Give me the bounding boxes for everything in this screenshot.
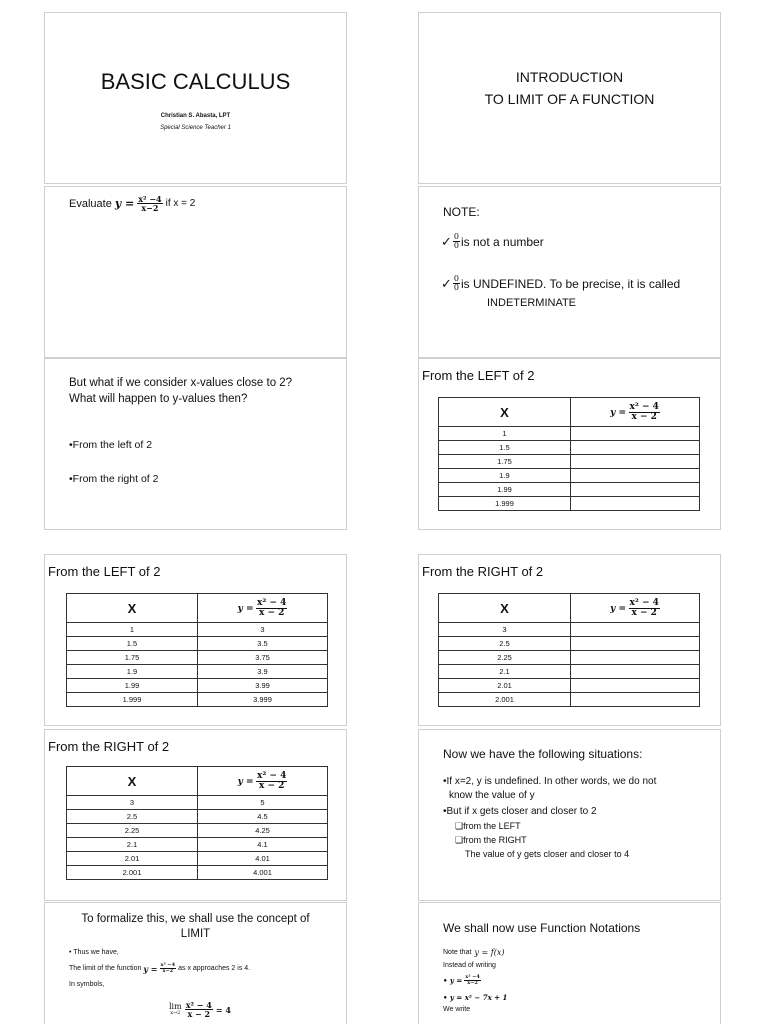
y-cell xyxy=(571,469,700,483)
y-cell xyxy=(571,623,700,637)
table-row xyxy=(67,824,328,838)
slide-limit xyxy=(44,902,347,1024)
table-row xyxy=(439,455,700,469)
numerator: x² − 4 xyxy=(257,770,287,781)
main-title: BASIC CALCULUS xyxy=(100,69,291,94)
x-cell: 1.999 xyxy=(439,497,571,511)
slide-right-empty xyxy=(418,554,721,726)
y-cell xyxy=(571,483,700,497)
numerator: x² − 4 xyxy=(257,597,287,608)
x-cell: 1 xyxy=(439,427,571,441)
slide-situations xyxy=(418,729,721,901)
evaluate-prefix: Evaluate xyxy=(69,197,112,210)
intro-line-1: INTRODUCTION xyxy=(515,69,624,85)
y-cell: 3.9 xyxy=(198,665,328,679)
situation-1b: know the value of y xyxy=(449,790,535,801)
table-row xyxy=(439,693,700,707)
note-item-2b: INDETERMINATE xyxy=(487,297,577,309)
x-cell: 2.001 xyxy=(439,693,571,707)
thus-line: • Thus we have, xyxy=(69,949,119,956)
function-fraction xyxy=(629,403,660,422)
table-header xyxy=(67,594,328,623)
x-cell: 1.75 xyxy=(67,651,198,665)
denominator: x − 2 xyxy=(631,607,657,618)
instead-line: Instead of writing xyxy=(443,962,496,969)
lim-subscript: x→2 xyxy=(170,1010,181,1016)
x-cell: 2.25 xyxy=(439,651,571,665)
question-line-1: But what if we consider x-values close to 2? xyxy=(69,377,293,389)
y-cell: 3.999 xyxy=(198,693,328,707)
x-cell: 1.5 xyxy=(67,637,198,651)
we-write-line: We write xyxy=(443,1006,471,1013)
y-equals: y = xyxy=(610,407,626,418)
lim-operator xyxy=(169,1003,182,1016)
table-row xyxy=(439,651,700,665)
y-cell: 3.75 xyxy=(198,651,328,665)
table-row xyxy=(67,651,328,665)
slide-title xyxy=(44,12,347,184)
x-cell: 2.1 xyxy=(439,665,571,679)
y-cell: 3 xyxy=(198,623,328,637)
bullet-y-equals: • y = xyxy=(443,976,463,985)
table-row xyxy=(67,665,328,679)
value-table xyxy=(66,593,328,707)
table-row xyxy=(67,810,328,824)
slide-evaluate xyxy=(44,186,347,358)
slide-left-empty xyxy=(418,358,721,530)
y-cell xyxy=(571,637,700,651)
value-table xyxy=(438,397,700,511)
table-row xyxy=(439,665,700,679)
y-equals: y = xyxy=(237,776,254,787)
numerator: x² −4 xyxy=(160,962,176,968)
x-cell: 3 xyxy=(439,623,571,637)
y-equals: y = xyxy=(610,603,626,614)
checkmark-icon: ✓ xyxy=(441,233,452,249)
evaluate-suffix: if x = 2 xyxy=(165,198,196,209)
x-cell: 2.5 xyxy=(67,810,198,824)
notation-heading: We shall now use Function Notations xyxy=(443,921,641,935)
situation-1a: •If x=2, y is undefined. In other words, we do not xyxy=(443,776,657,787)
table-row xyxy=(67,679,328,693)
x-header: X xyxy=(439,594,571,623)
intro-line-2: TO LIMIT OF A FUNCTION xyxy=(484,91,655,107)
slide-function-notation xyxy=(418,902,721,1024)
y-equals: y = xyxy=(237,603,254,614)
y-cell xyxy=(571,679,700,693)
x-cell: 1.9 xyxy=(439,469,571,483)
checkmark-icon: ✓ xyxy=(441,275,452,291)
denominator: x−2 xyxy=(467,980,478,986)
y-header xyxy=(571,398,700,427)
slide-title-text: From the RIGHT of 2 xyxy=(48,739,170,754)
table-row xyxy=(439,427,700,441)
evaluate-y: y = xyxy=(114,197,135,210)
slide-question xyxy=(44,358,347,530)
limit-value: = 4 xyxy=(215,1004,231,1015)
x-cell: 1.9 xyxy=(67,665,198,679)
y-cell xyxy=(571,427,700,441)
x-cell: 1.99 xyxy=(67,679,198,693)
denominator: x − 2 xyxy=(258,607,285,618)
table-row xyxy=(67,637,328,651)
numerator: x² − 4 xyxy=(185,1000,212,1010)
function-fraction xyxy=(256,772,287,791)
table-row xyxy=(439,623,700,637)
bullet-function-2: • y = x² − 7x + 1 xyxy=(443,993,508,1002)
y-header xyxy=(198,594,328,623)
zero-over-zero xyxy=(453,233,460,250)
evaluate-fraction xyxy=(137,195,162,212)
fraction-denominator: x−2 xyxy=(141,203,159,213)
x-cell: 2.25 xyxy=(67,824,198,838)
table-row xyxy=(67,852,328,866)
y-equals: y = xyxy=(143,963,158,974)
evaluate-text xyxy=(69,195,195,212)
x-cell: 2.01 xyxy=(439,679,571,693)
author-role: Special Science Teacher 1 xyxy=(160,125,231,131)
table-row xyxy=(439,679,700,693)
slide-title-text: From the RIGHT of 2 xyxy=(422,564,544,579)
table-row xyxy=(67,796,328,810)
x-header: X xyxy=(67,767,198,796)
note-heading: NOTE: xyxy=(443,205,480,219)
y-cell: 4.01 xyxy=(198,852,328,866)
function-fraction xyxy=(464,975,481,986)
y-header xyxy=(198,767,328,796)
limit-statement-start: The limit of the function xyxy=(69,965,142,972)
question-line-2: What will happen to y-values then? xyxy=(69,393,248,405)
function-fraction xyxy=(629,599,660,618)
note-item-2-text: is UNDEFINED. To be precise, it is called xyxy=(461,276,681,291)
table-row xyxy=(439,469,700,483)
y-cell xyxy=(571,455,700,469)
numerator: 0 xyxy=(453,274,459,283)
y-cell xyxy=(571,651,700,665)
table-row xyxy=(439,483,700,497)
y-cell xyxy=(571,497,700,511)
limit-heading-2: LIMIT xyxy=(180,928,211,940)
limit-fraction xyxy=(185,1001,213,1018)
x-cell: 1.5 xyxy=(439,441,571,455)
x-cell: 1.999 xyxy=(67,693,198,707)
limit-statement-end: as x approaches 2 is 4. xyxy=(178,965,251,972)
slide-note xyxy=(418,186,721,358)
bullet-right: •From the right of 2 xyxy=(69,473,159,485)
x-cell: 1.99 xyxy=(439,483,571,497)
table-header xyxy=(67,767,328,796)
x-cell: 2.1 xyxy=(67,838,198,852)
slide-right-filled xyxy=(44,729,347,901)
table-header xyxy=(439,594,700,623)
denominator: 0 xyxy=(453,241,459,250)
note-item-1-text: is not a number xyxy=(461,234,544,249)
value-table xyxy=(438,593,700,707)
value-table xyxy=(66,766,328,880)
limit-statement xyxy=(69,963,250,974)
y-cell: 4.5 xyxy=(198,810,328,824)
numerator: 0 xyxy=(453,232,459,241)
slide-left-filled xyxy=(44,554,347,726)
slide-title-text: From the LEFT of 2 xyxy=(422,368,535,383)
denominator: 0 xyxy=(453,283,459,292)
note-that-line xyxy=(443,948,504,957)
x-cell: 1 xyxy=(67,623,198,637)
lim-text: lim xyxy=(169,1002,182,1011)
function-notation: y = f(x) xyxy=(474,948,505,957)
limit-heading-1: To formalize this, we shall use the concept of xyxy=(81,913,310,925)
numerator: x² − 4 xyxy=(629,401,659,412)
y-cell: 4.1 xyxy=(198,838,328,852)
y-cell: 3.5 xyxy=(198,637,328,651)
x-cell: 2.5 xyxy=(439,637,571,651)
y-cell: 4.001 xyxy=(198,866,328,880)
table-row xyxy=(67,623,328,637)
y-cell xyxy=(571,441,700,455)
y-header xyxy=(571,594,700,623)
table-row xyxy=(67,838,328,852)
y-cell: 4.25 xyxy=(198,824,328,838)
y-cell xyxy=(571,693,700,707)
note-item-2 xyxy=(441,275,680,292)
x-cell: 3 xyxy=(67,796,198,810)
function-fraction xyxy=(160,963,177,974)
conclusion: The value of y gets closer and closer to 4 xyxy=(465,849,630,859)
note-that-text: Note that xyxy=(443,949,472,956)
y-cell xyxy=(571,665,700,679)
x-cell: 1.75 xyxy=(439,455,571,469)
limit-expression xyxy=(169,1001,231,1018)
x-header: X xyxy=(67,594,198,623)
sub-item-left: ❑from the LEFT xyxy=(455,821,521,831)
x-cell: 2.01 xyxy=(67,852,198,866)
y-cell: 3.99 xyxy=(198,679,328,693)
x-cell: 2.001 xyxy=(67,866,198,880)
numerator: x² −4 xyxy=(465,974,480,980)
denominator: x − 2 xyxy=(187,1009,211,1019)
in-symbols: In symbols, xyxy=(69,981,105,988)
denominator: x − 2 xyxy=(631,411,657,422)
slide-title-text: From the LEFT of 2 xyxy=(48,564,161,579)
situations-heading: Now we have the following situations: xyxy=(443,747,643,761)
table-row xyxy=(439,497,700,511)
slide-intro xyxy=(418,12,721,184)
situation-2: •But if x gets closer and closer to 2 xyxy=(443,806,597,817)
bullet-left: •From the left of 2 xyxy=(69,439,153,451)
numerator: x² − 4 xyxy=(629,597,659,608)
bullet-function-1 xyxy=(443,975,481,986)
table-row xyxy=(439,441,700,455)
zero-over-zero xyxy=(453,275,460,292)
sub-item-right: ❑from the RIGHT xyxy=(455,835,527,845)
fraction-numerator: x² −4 xyxy=(138,194,162,204)
function-fraction xyxy=(256,599,287,618)
y-cell: 5 xyxy=(198,796,328,810)
x-header: X xyxy=(439,398,571,427)
denominator: x−2 xyxy=(162,968,174,974)
table-row xyxy=(67,693,328,707)
note-item-1 xyxy=(441,233,544,250)
table-row xyxy=(439,637,700,651)
author-name: Christian S. Abasta, LPT xyxy=(160,113,231,119)
denominator: x − 2 xyxy=(258,780,285,791)
table-row xyxy=(67,866,328,880)
table-header xyxy=(439,398,700,427)
